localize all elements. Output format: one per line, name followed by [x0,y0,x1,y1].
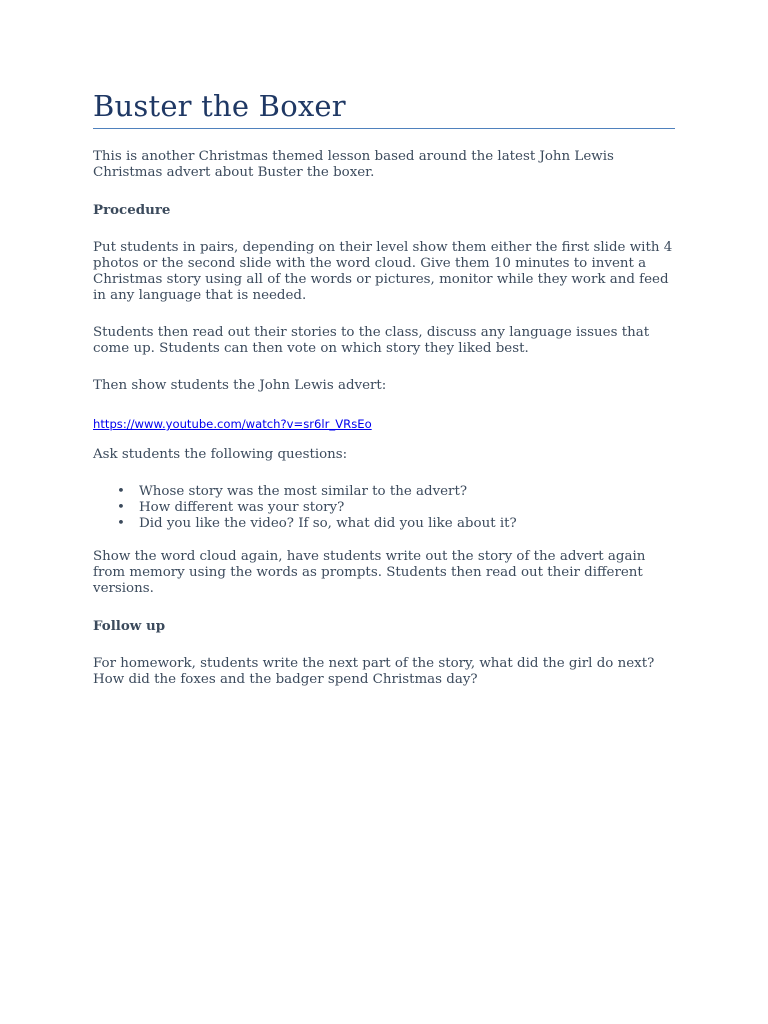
homework-paragraph: For homework, students write the next part of the story, what did the girl do next? How did the foxes and the badger spend Christmas day? [93,656,655,687]
questions-list [93,484,675,532]
document-title: Buster the Boxer [93,89,346,123]
word-cloud-paragraph: Show the word cloud again, have students write out the story of the advert again from memory using the words as prompts. Students then read out their different versions. [93,549,646,596]
list-item [93,516,675,532]
bullet-icon: • [117,484,125,499]
question-text: Did you like the video? If so, what did you like about it? [139,516,517,531]
follow-up-heading: Follow up [93,618,166,634]
document-page [93,88,675,688]
list-item [93,500,675,516]
questions-intro-paragraph: Ask students the following questions: [93,447,348,462]
procedure-paragraph-pairs: Put students in pairs, depending on their level show them either the first slide with 4 photos or the second slide with the word cloud. Give them 10 minutes to invent a Christmas story using all of the words or pictures, monitor while they work and feed in any language that is needed. [93,240,673,303]
intro-paragraph: This is another Christmas themed lesson based around the latest John Lewis Christmas advert about Buster the boxer. [93,149,614,180]
bullet-icon: • [117,500,125,515]
list-item [93,484,675,500]
title-divider [93,128,675,129]
bullet-icon: • [117,516,125,531]
procedure-paragraph-read-out: Students then read out their stories to the class, discuss any language issues that come up. Students can then vote on which story they liked best. [93,325,650,356]
question-text: How different was your story? [139,500,345,515]
youtube-link[interactable]: https://www.youtube.com/watch?v=sr6lr_VRsEo [93,417,372,431]
question-text: Whose story was the most similar to the advert? [139,484,468,499]
procedure-heading: Procedure [93,202,171,218]
procedure-paragraph-show-advert: Then show students the John Lewis advert: [93,378,387,393]
